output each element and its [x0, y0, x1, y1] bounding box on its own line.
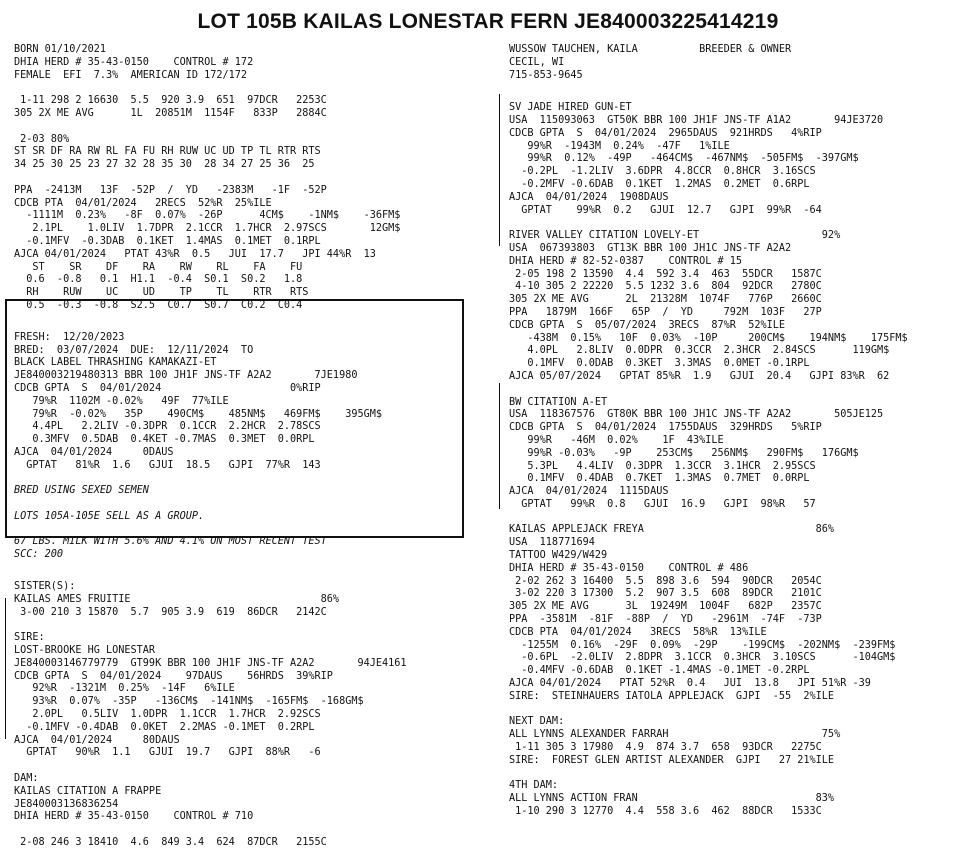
sire-ajca: AJCA 04/01/2024 80DAUS [14, 734, 180, 746]
applejack-herd: DHIA HERD # 35-43-0150 CONTROL # 486 [509, 562, 749, 574]
river-valley-id: USA 067393803 GT13K BBR 100 JH1C JNS-TF A2A2 [509, 242, 792, 254]
next-dam-record: 1-11 305 3 17980 4.9 874 3.7 658 93DCR 2275C [509, 742, 822, 754]
next-dam-section [509, 716, 969, 767]
sv-jade-values-2: 99%R 0.12% -49P -464CM$ -467NM$ -505FM$ -397GM$ [509, 153, 859, 165]
dam-id: JE840003136836254 [14, 798, 119, 810]
breeder-location: CECIL, WI [509, 56, 565, 68]
next-dam-name: ALL LYNNS ALEXANDER FARRAH 75% [509, 729, 841, 741]
left-column [14, 44, 474, 850]
birth-date: BORN 01/10/2021 [14, 44, 107, 55]
ajca-ptat: AJCA 04/01/2024 PTAT 43%R 0.5 JUI 17.7 JPI 44%R 13 [14, 248, 376, 260]
classification [14, 134, 474, 172]
breeder-info [509, 44, 969, 82]
applejack-section [509, 524, 969, 703]
bw-citation-health: 5.3PL 4.4LIV 0.3DPR 1.3CCR 3.1HCR 2.95SCS [509, 460, 816, 472]
fourth-dam-name: ALL LYNNS ACTION FRAN 83% [509, 793, 835, 805]
applejack-pta: CDCB PTA 04/01/2024 3RECS 58%R 13%ILE [509, 626, 767, 638]
applejack-me-avg: 305 2X ME AVG 3L 19249M 1004F 682P 2357C [509, 601, 822, 613]
pedigree-bracket-sire [499, 94, 500, 246]
dam-heading: DAM: [14, 773, 39, 785]
sv-jade-gptat: GPTAT 99%R 0.2 GJUI 12.7 GJPI 99%R -64 [509, 204, 822, 216]
ajca-trait-headers-2: RH RUW UC UD TP TL RTR RTS [14, 287, 309, 299]
sire-gptat: GPTAT 90%R 1.1 GJUI 19.7 GJPI 88%R -6 [14, 747, 321, 759]
cdcb-pta: CDCB PTA 04/01/2024 2RECS 52%R 25%ILE [14, 197, 272, 209]
ppa-line: PPA -2413M 13F -52P / YD -2383M -1F -52P [14, 184, 327, 196]
river-valley-me-avg: 305 2X ME AVG 2L 21328M 1074F 776P 2660C [509, 294, 822, 306]
gpta-line: CDCB GPTA S 04/01/2024 0%RIP [14, 382, 321, 394]
ppa-genetics [14, 185, 474, 313]
sex-id: FEMALE EFI 7.3% AMERICAN ID 172/172 [14, 69, 248, 81]
pedigree-bracket-mgs [499, 383, 500, 509]
gpta-health: 4.4PL 2.2LIV -0.3DPR 0.1CCR 2.2HCR 2.78SCS [14, 421, 321, 433]
sv-jade-health: -0.2PL -1.2LIV 3.6DPR 4.8CCR 0.8HCR 3.16SCS [509, 166, 816, 178]
gpta-values-2: 79%R -0.02% 35P 490CM$ 485NM$ 469FM$ 395GM$ [14, 408, 383, 420]
river-valley-section [509, 230, 969, 384]
trait-headers: ST SR DF RA RW RL FA FU RH RUW UC UD TP TL RTR RTS [14, 146, 321, 158]
note-milk-test: 67 LBS. MILK WITH 5.6% AND 4.1% ON MOST RECENT TEST [14, 536, 327, 548]
service-sire-id: JE840003219480313 BBR 100 JH1F JNS-TF A2A2 7JE1980 [14, 370, 358, 382]
bw-citation-ajca: AJCA 04/01/2024 1115DAUS [509, 486, 669, 498]
bw-citation-id: USA 118367576 GT80K BBR 100 JH1C JNS-TF A2A2 505JE125 [509, 409, 884, 421]
sv-jade-values: 99%R -1943M 0.24% -47F 1%ILE [509, 140, 730, 152]
animal-info [14, 44, 474, 82]
note-group-sale: LOTS 105A-105E SELL AS A GROUP. [14, 510, 205, 522]
lactation-record: 1-11 298 2 16630 5.5 920 3.9 651 97DCR 2253C [14, 95, 327, 107]
sire-id: JE840003146779779 GT99K BBR 100 JH1F JNS-TF A2A2 94JE4161 [14, 657, 407, 669]
dam-name: KAILAS CITATION A FRAPPE [14, 785, 162, 797]
pedigree-bracket-lonestar [5, 598, 6, 739]
ajca-trait-headers: ST SR DF RA RW RL FA FU [14, 261, 303, 273]
dam-spacer [14, 824, 474, 837]
fresh-bred-section [14, 332, 474, 562]
fresh-date: FRESH: 12/20/2023 [14, 331, 125, 343]
sv-jade-section [509, 102, 969, 217]
note-scc: SCC: 200 [14, 549, 64, 561]
sv-jade-health-2: -0.2MFV -0.6DAB 0.1KET 1.2MAS 0.2MET 0.6RPL [509, 178, 810, 190]
sire-health-2: -0.1MFV -0.4DAB 0.0KET 2.2MAS -0.1MET 0.2RPL [14, 721, 315, 733]
breeder-owner: WUSSOW TAUCHEN, KAILA BREEDER & OWNER [509, 44, 792, 55]
bw-citation-section [509, 397, 969, 512]
river-valley-ppa: PPA 1879M 166F 65P / YD 792M 103F 27P [509, 306, 822, 318]
river-valley-name: RIVER VALLEY CITATION LOVELY-ET 92% [509, 230, 841, 242]
applejack-ppa: PPA -3581M -81F -88P / YD -2961M -74F -73P [509, 614, 822, 626]
dam-herd: DHIA HERD # 35-43-0150 CONTROL # 710 [14, 811, 254, 823]
bw-citation-health-2: 0.1MFV 0.4DAB 0.7KET 1.3MAS 0.7MET 0.0RPL [509, 473, 810, 485]
sister-record: 3-00 210 3 15870 5.7 905 3.9 619 86DCR 2142C [14, 606, 327, 618]
river-valley-record-1: 2-05 198 2 13590 4.4 592 3.4 463 55DCR 1587C [509, 268, 822, 280]
sire-heading: SIRE: [14, 632, 45, 644]
sire-gpta-values: 92%R -1321M 0.25% -14F 6%ILE [14, 683, 235, 695]
pta-values: -1111M 0.23% -8F 0.07% -26P 4CM$ -1NM$ -36FM$ [14, 210, 401, 222]
bw-citation-values: 99%R -46M 0.02% 1F 43%ILE [509, 434, 724, 446]
fourth-dam-section [509, 780, 969, 818]
sister-name: KAILAS AMES FRUITIE 86% [14, 593, 340, 605]
service-sire: BLACK LABEL THRASHING KAMAKAZI-ET [14, 357, 217, 369]
applejack-values: -1255M 0.16% -29F 0.09% -29P -199CM$ -202NM$ -239FM$ [509, 639, 896, 651]
ajca-trait-values-2: 0.5 -0.3 -0.8 S2.5 C0.7 S0.7 C0.2 C0.4 [14, 299, 303, 311]
fourth-dam-heading: 4TH DAM: [509, 780, 559, 792]
sire-gpta-values-2: 93%R 0.07% -35P -136CM$ -141NM$ -165FM$ -168GM$ [14, 696, 364, 708]
trait-values: 34 25 30 25 23 27 32 28 35 30 28 34 27 25 36 25 [14, 159, 315, 171]
applejack-tattoo: TATTOO W429/W429 [509, 550, 608, 562]
applejack-id: USA 118771694 [509, 537, 595, 549]
gptat-line: GPTAT 81%R 1.6 GJUI 18.5 GJPI 77%R 143 [14, 459, 321, 471]
ajca-trait-values: 0.6 -0.8 0.1 H1.1 -0.4 S0.1 S0.2 1.8 [14, 274, 303, 286]
river-valley-herd: DHIA HERD # 82-52-0387 CONTROL # 15 [509, 255, 743, 267]
applejack-record-1: 2-02 262 3 16400 5.5 898 3.6 594 90DCR 2054C [509, 575, 822, 587]
pta-health-2: -0.1MFV -0.3DAB 0.1KET 1.4MAS 0.1MET 0.1RPL [14, 235, 321, 247]
sisters-section [14, 581, 474, 619]
ajca-daus: AJCA 04/01/2024 0DAUS [14, 446, 174, 458]
next-dam-sire: SIRE: FOREST GLEN ARTIST ALEXANDER GJPI 27 21%ILE [509, 754, 835, 766]
sv-jade-id: USA 115093063 GT50K BBR 100 JH1F JNS-TF A1A2 94JE3720 [509, 114, 884, 126]
sire-health: 2.0PL 0.5LIV 1.0DPR 1.1CCR 1.7HCR 2.92SCS [14, 709, 321, 721]
sisters-heading: SISTER(S): [14, 581, 76, 593]
pta-health: 2.1PL 1.0LIV 1.7DPR 2.1CCR 1.7HCR 2.97SCS 12GM$ [14, 223, 401, 235]
sv-jade-ajca: AJCA 04/01/2024 1908DAUS [509, 191, 669, 203]
page-title: LOT 105B KAILAS LONESTAR FERN JE840003225414219 [197, 10, 779, 33]
gpta-values: 79%R 1102M -0.02% 49F 77%ILE [14, 395, 229, 407]
sire-name: LOST-BROOKE HG LONESTAR [14, 645, 156, 657]
applejack-health: -0.6PL -2.0LIV 2.8DPR 3.1CCR 0.3HCR 3.10SCS -104GM$ [509, 652, 896, 664]
dam-record: 2-08 246 3 18410 4.6 849 3.4 624 87DCR 2155C [14, 837, 327, 849]
applejack-health-2: -0.4MFV -0.6DAB 0.1KET -1.4MAS -0.1MET -0.2RPL [509, 665, 810, 677]
river-valley-ajca: AJCA 05/07/2024 GPTAT 85%R 1.9 GJUI 20.4 GJPI 83%R 62 [509, 370, 890, 382]
bred-date: BRED: 03/07/2024 DUE: 12/11/2024 TO [14, 344, 254, 356]
classification-score: 2-03 80% [14, 133, 70, 145]
breeder-phone: 715-853-9645 [509, 69, 583, 81]
sire-gpta: CDCB GPTA S 04/01/2024 97DAUS 56HRDS 39%RIP [14, 670, 333, 682]
applejack-sire: SIRE: STEINHAUERS IATOLA APPLEJACK GJPI -55 2%ILE [509, 690, 835, 702]
river-valley-values: -438M 0.15% 10F 0.03% -10P 200CM$ 194NM$ 175FM$ [509, 332, 908, 344]
fourth-dam-record: 1-10 290 3 12770 4.4 558 3.6 462 88DCR 1533C [509, 806, 822, 818]
sire-section [14, 632, 474, 760]
dam-section [14, 773, 474, 850]
sv-jade-gpta: CDCB GPTA S 04/01/2024 2965DAUS 921HRDS 4%RIP [509, 127, 822, 139]
bw-citation-gptat: GPTAT 99%R 0.8 GJUI 16.9 GJPI 98%R 57 [509, 498, 816, 510]
sv-jade-name: SV JADE HIRED GUN-ET [509, 102, 632, 114]
next-dam-heading: NEXT DAM: [509, 716, 565, 728]
river-valley-record-2: 4-10 305 2 22220 5.5 1232 3.6 804 92DCR 2780C [509, 281, 822, 293]
bw-citation-gpta: CDCB GPTA S 04/01/2024 1755DAUS 329HRDS 5%RIP [509, 422, 822, 434]
river-valley-health: 4.0PL 2.8LIV 0.0DPR 0.3CCR 2.3HCR 2.84SCS 119GM$ [509, 345, 890, 357]
applejack-ajca: AJCA 04/01/2024 PTAT 52%R 0.4 JUI 13.8 JPI 51%R -39 [509, 678, 871, 690]
right-column [509, 44, 969, 819]
river-valley-gpta: CDCB GPTA S 05/07/2024 3RECS 87%R 52%ILE [509, 319, 786, 331]
me-average: 305 2X ME AVG 1L 20851M 1154F 833P 2884C [14, 107, 327, 119]
bw-citation-name: BW CITATION A-ET [509, 396, 608, 408]
applejack-record-2: 3-02 220 3 17300 5.2 907 3.5 608 89DCR 2101C [509, 588, 822, 600]
note-sexed-semen: BRED USING SEXED SEMEN [14, 485, 149, 497]
gpta-health-2: 0.3MFV 0.5DAB 0.4KET -0.7MAS 0.3MET 0.0RPL [14, 434, 315, 446]
bw-citation-values-2: 99%R -0.03% -9P 253CM$ 256NM$ 290FM$ 176GM$ [509, 447, 859, 459]
production-records [14, 95, 474, 121]
herd-control: DHIA HERD # 35-43-0150 CONTROL # 172 [14, 56, 254, 68]
river-valley-health-2: 0.1MFV 0.0DAB 0.3KET 3.3MAS 0.0MET -0.1RPL [509, 358, 810, 370]
applejack-name: KAILAS APPLEJACK FREYA 86% [509, 524, 835, 536]
